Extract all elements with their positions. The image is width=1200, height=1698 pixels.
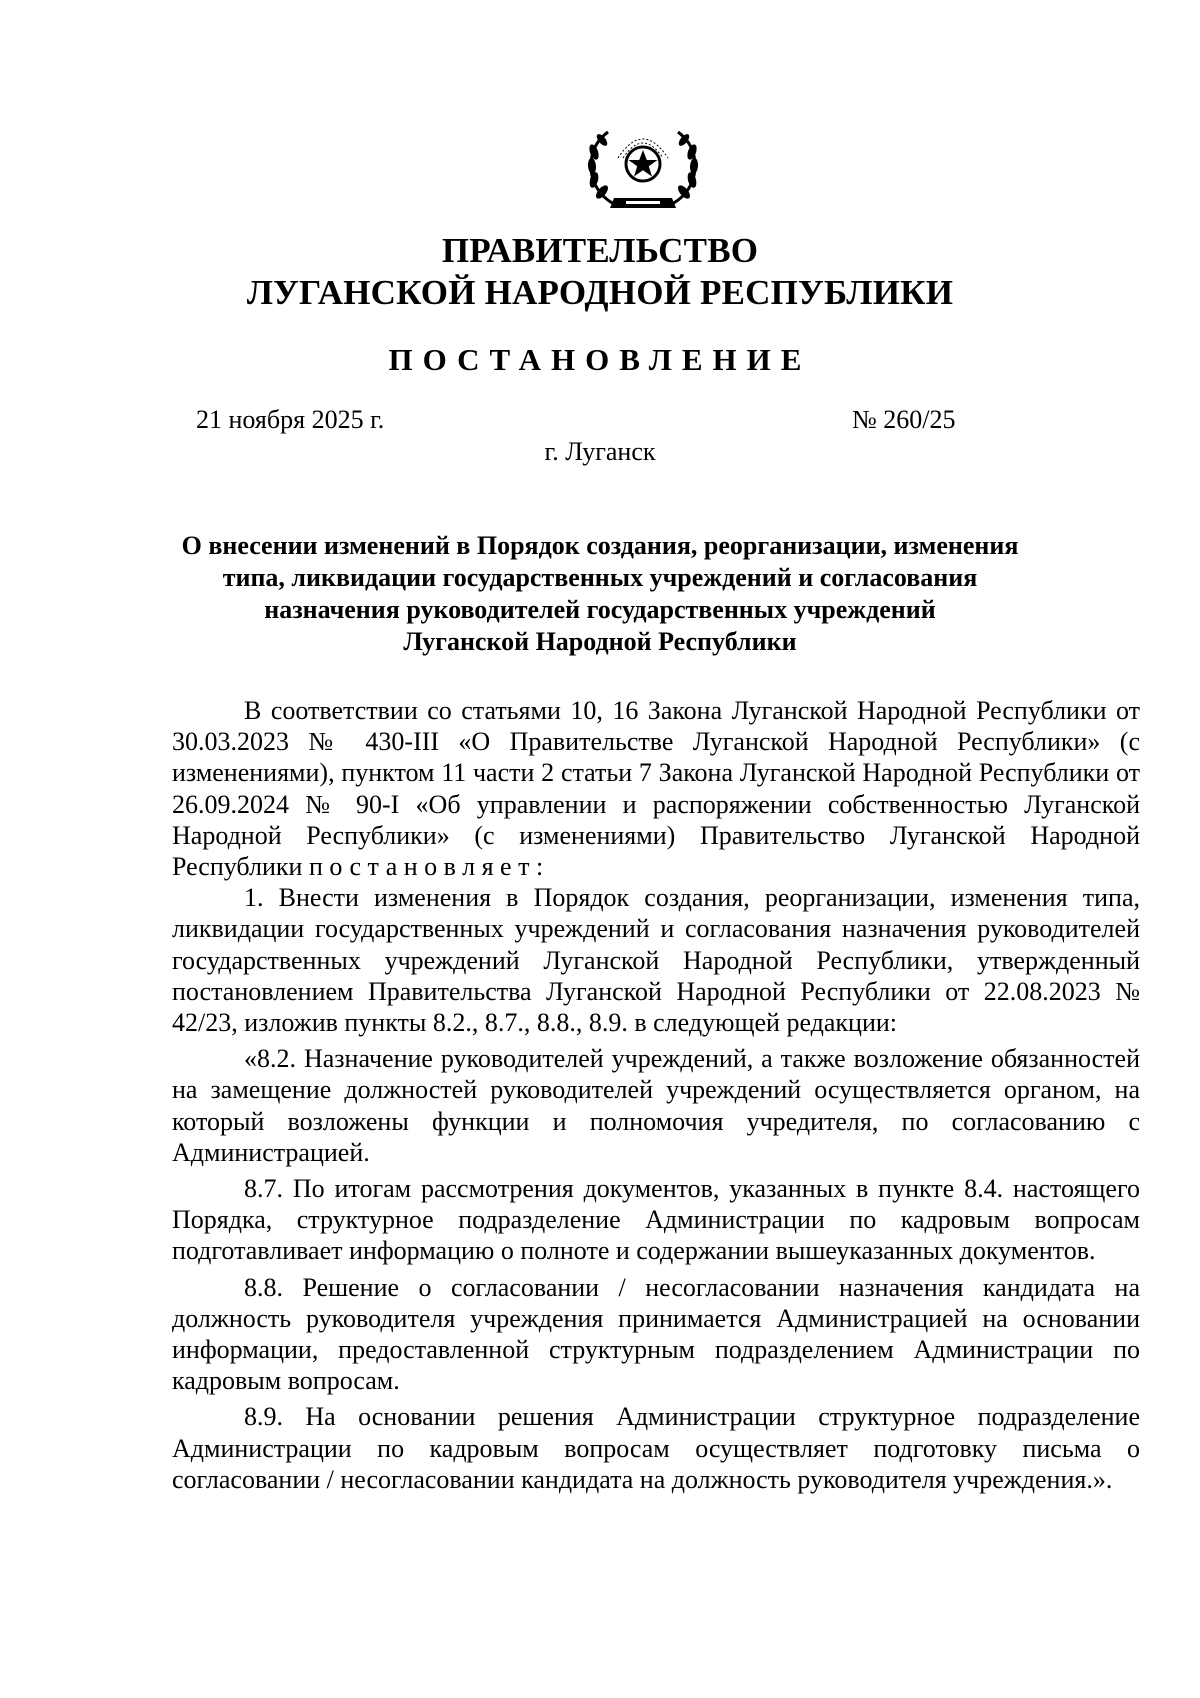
heading-line: типа, ликвидации государственных учреждений и согласования	[222, 563, 978, 592]
lpr-coat-of-arms-icon	[578, 118, 708, 218]
org-name-line2: ЛУГАНСКОЙ НАРОДНОЙ РЕСПУБЛИКИ	[246, 273, 954, 312]
paragraph-8-2: «8.2. Назначение руководителей учреждений, а также возложение обязанностей на замещение должностей руководителей учреждений осуществляется органом, на который возложены функции и полномочия учредителя, по согласованию с Администрацией.	[172, 1044, 1140, 1167]
document-type: ПОСТАНОВЛЕНИЕ	[388, 342, 812, 377]
paragraph-8-7: 8.7. По итогам рассмотрения документов, указанных в пункте 8.4. настоящего Порядка, структурное подразделение Администрации по кадровым вопросам подготавливает информацию о полноте и содержании вышеуказанных документов.	[172, 1174, 1140, 1266]
document-body	[172, 695, 1140, 1495]
decree-word: постановляет:	[308, 852, 550, 882]
heading-line: Луганской Народной Республики	[403, 627, 797, 656]
document-city: г. Луганск	[544, 437, 656, 466]
heading-line: О внесении изменений в Порядок создания, реорганизации, изменения	[181, 531, 1019, 560]
preamble-paragraph	[172, 695, 1140, 882]
paragraph-8-9: 8.9. На основании решения Администрации структурное подразделение Администрации по кадровым вопросам осуществляет подготовку письма о согласовании / несогласовании кандидата на должность руководителя учреждения.».	[172, 1402, 1140, 1494]
paragraph-8-8: 8.8. Решение о согласовании / несогласовании назначения кандидата на должность руководителя учреждения принимается Администрацией на основании информации, предоставленной структурным подразделением Администрации по кадровым вопросам.	[172, 1272, 1140, 1396]
document-date: 21 ноября 2025 г.	[196, 405, 385, 434]
org-name-line1: ПРАВИТЕЛЬСТВО	[441, 231, 759, 270]
document-number: № 260/25	[852, 405, 956, 434]
item-1-paragraph: 1. Внести изменения в Порядок создания, реорганизации, изменения типа, ликвидации государственных учреждений и согласования назначения руководителей государственных учреждений Луганской Народной Республики, утвержденный постановлением Правительства Луганской Народной Республики от 22.08.2023 № 42/23, изложив пункты 8.2., 8.7., 8.8., 8.9. в следующей редакции:	[172, 883, 1140, 1038]
heading-line: назначения руководителей государственных учреждений	[264, 595, 936, 624]
document-heading	[170, 530, 1030, 658]
preamble-text: В соответствии со статьями 10, 16 Закона Луганской Народной Республики от 30.03.2023 № 430-III «О Правительстве Луганской Народной Республики» (с изменениями), пунктом 11 части 2 статьи 7 Закона Луганской Народной Республики от 26.09.2024 № 90-I «Об управлении и распоряжении собственностью Луганской Народной Республики» (с изменениями) Правительство Луганской Народной Республики	[172, 696, 1140, 882]
